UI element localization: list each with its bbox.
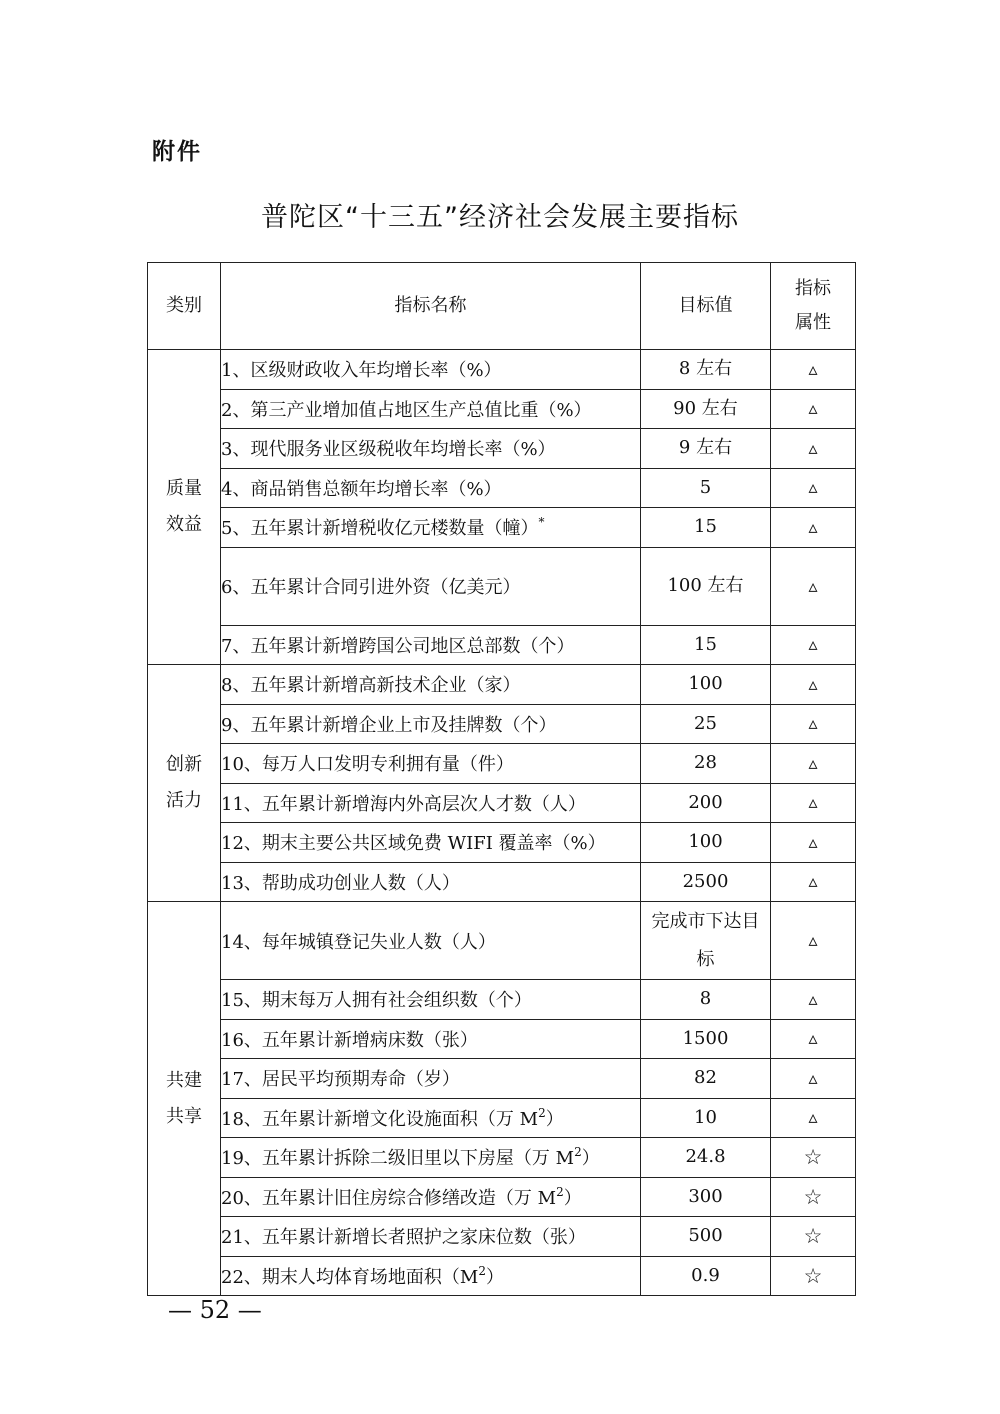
superscript: 2: [538, 1105, 546, 1120]
triangle-icon: ▵: [771, 665, 856, 705]
triangle-icon: ▵: [771, 350, 856, 390]
target-value-text: 100: [688, 673, 723, 695]
category-cell: [148, 665, 221, 902]
triangle-icon: ▵: [771, 704, 856, 744]
indicator-name-text: 15、期末每万人拥有社会组织数（个）: [221, 990, 532, 1012]
header-target: 目标值: [641, 263, 771, 350]
target-value: [641, 823, 771, 863]
indicator-name: [221, 468, 641, 508]
triangle-icon: ▵: [771, 508, 856, 548]
indicator-name: [221, 1059, 641, 1099]
table-row: [148, 704, 856, 744]
table-row: [148, 902, 856, 980]
triangle-icon: ▵: [771, 862, 856, 902]
table-row: [148, 1019, 856, 1059]
target-value-text: 100: [688, 831, 723, 853]
header-category: 类别: [148, 263, 221, 350]
target-value: [641, 665, 771, 705]
target-value: [641, 980, 771, 1020]
target-value: [641, 1177, 771, 1217]
star-icon: ☆: [771, 1217, 856, 1257]
indicator-name: [221, 902, 641, 980]
indicator-name-suffix: ）: [563, 1187, 582, 1209]
target-value-text: 25: [694, 712, 717, 734]
table-row: [148, 665, 856, 705]
triangle-icon: ▵: [771, 744, 856, 784]
category-label: 质量效益: [166, 478, 202, 535]
superscript: 2: [556, 1184, 564, 1199]
target-value-text: 2500: [682, 870, 729, 892]
indicator-name-text: 8、五年累计新增高新技术企业（家）: [221, 675, 521, 697]
target-value: [641, 468, 771, 508]
target-value-text: 1500: [682, 1027, 729, 1049]
category-cell: [148, 902, 221, 1296]
target-value-text: 82: [694, 1067, 717, 1089]
indicator-name-text: 19、五年累计拆除二级旧里以下房屋（万 M: [221, 1148, 575, 1170]
indicator-name: [221, 862, 641, 902]
triangle-icon: ▵: [771, 980, 856, 1020]
triangle-icon: ▵: [771, 1059, 856, 1099]
superscript: *: [538, 515, 545, 530]
triangle-icon: ▵: [771, 468, 856, 508]
indicator-name-text: 9、五年累计新增企业上市及挂牌数（个）: [221, 714, 557, 736]
target-value: [641, 389, 771, 429]
target-value: [641, 744, 771, 784]
target-value-text: 28: [694, 752, 717, 774]
table-row: [148, 1059, 856, 1099]
indicator-name: [221, 980, 641, 1020]
table-row: [148, 389, 856, 429]
document-title: 普陀区“十三五”经济社会发展主要指标: [261, 202, 739, 233]
category-cell: [148, 350, 221, 665]
indicator-name-suffix: ）: [581, 1148, 600, 1170]
target-value-text: 15: [694, 633, 717, 655]
table-row: [148, 1098, 856, 1138]
indicator-name: [221, 704, 641, 744]
indicator-name-text: 14、每年城镇登记失业人数（人）: [221, 931, 496, 953]
target-value-text: 9 左右: [678, 437, 733, 459]
target-value: [641, 783, 771, 823]
table-row: [148, 1138, 856, 1178]
indicator-name: [221, 1019, 641, 1059]
target-value: [641, 902, 771, 980]
target-value-text: 完成市下达目标: [651, 910, 760, 970]
indicator-name-text: 21、五年累计新增长者照护之家床位数（张）: [221, 1227, 586, 1249]
target-value: [641, 1019, 771, 1059]
star-icon: ☆: [771, 1256, 856, 1296]
header-attribute-text: 指标属性: [795, 278, 831, 333]
target-value: [641, 508, 771, 548]
star-icon: ☆: [771, 1138, 856, 1178]
triangle-icon: ▵: [771, 547, 856, 625]
star-icon: ☆: [771, 1177, 856, 1217]
target-value: [641, 429, 771, 469]
indicator-table: [147, 262, 856, 1296]
indicator-name: [221, 389, 641, 429]
indicator-name-suffix: ）: [485, 1266, 504, 1288]
indicator-name: [221, 744, 641, 784]
triangle-icon: ▵: [771, 429, 856, 469]
target-value-text: 100 左右: [667, 575, 744, 596]
target-value-text: 500: [688, 1225, 723, 1247]
target-value: [641, 350, 771, 390]
indicator-name-text: 22、期末人均体育场地面积（M: [221, 1266, 479, 1288]
indicator-name-text: 1、区级财政收入年均增长率（%）: [221, 360, 502, 382]
target-value: [641, 1138, 771, 1178]
indicator-name: [221, 783, 641, 823]
target-value-text: 8 左右: [678, 358, 733, 380]
indicator-name-text: 6、五年累计合同引进外资（亿美元）: [221, 577, 521, 598]
triangle-icon: ▵: [771, 783, 856, 823]
category-label: 创新活力: [166, 754, 202, 811]
table-row: [148, 429, 856, 469]
attachment-label: 附件: [152, 139, 202, 165]
header-name: 指标名称: [221, 263, 641, 350]
target-value: [641, 862, 771, 902]
target-value: [641, 1059, 771, 1099]
target-value: [641, 1217, 771, 1257]
indicator-name: [221, 823, 641, 863]
triangle-icon: ▵: [771, 389, 856, 429]
triangle-icon: ▵: [771, 823, 856, 863]
page-number: — 52 —: [168, 1296, 262, 1324]
table-row: [148, 547, 856, 625]
indicator-name: [221, 625, 641, 665]
table-row: [148, 1217, 856, 1257]
indicator-name-text: 11、五年累计新增海内外高层次人才数（人）: [221, 793, 586, 815]
target-value: [641, 704, 771, 744]
table-row: [148, 1177, 856, 1217]
target-value: [641, 1098, 771, 1138]
table-body: [148, 350, 856, 1296]
table-header-row: [148, 263, 856, 350]
target-value-text: 8: [699, 988, 712, 1010]
indicator-name: [221, 429, 641, 469]
table-row: [148, 1256, 856, 1296]
target-value-text: 200: [688, 791, 723, 813]
indicator-name-text: 5、五年累计新增税收亿元楼数量（幢）: [221, 518, 539, 540]
target-value-text: 90 左右: [673, 397, 738, 419]
target-value: [641, 625, 771, 665]
table-row: [148, 468, 856, 508]
indicator-name-text: 17、居民平均预期寿命（岁）: [221, 1069, 460, 1091]
indicator-name-text: 20、五年累计旧住房综合修缮改造（万 M: [221, 1187, 557, 1209]
indicator-name-text: 2、第三产业增加值占地区生产总值比重（%）: [221, 399, 592, 421]
target-value-text: 300: [688, 1185, 723, 1207]
indicator-name-text: 7、五年累计新增跨国公司地区总部数（个）: [221, 635, 575, 657]
indicator-name-text: 12、期末主要公共区域免费 WIFI 覆盖率（%）: [221, 833, 606, 855]
table-row: [148, 508, 856, 548]
indicator-name-text: 10、每万人口发明专利拥有量（件）: [221, 754, 514, 776]
target-value-text: 5: [699, 476, 712, 498]
table-row: [148, 980, 856, 1020]
indicator-name-suffix: ）: [545, 1108, 564, 1130]
table-row: [148, 350, 856, 390]
indicator-name-text: 4、商品销售总额年均增长率（%）: [221, 478, 502, 500]
indicator-name: [221, 1256, 641, 1296]
target-value: [641, 1256, 771, 1296]
target-value-text: 24.8: [685, 1146, 726, 1168]
triangle-icon: ▵: [771, 625, 856, 665]
triangle-icon: ▵: [771, 1098, 856, 1138]
indicator-name: [221, 665, 641, 705]
indicator-name: [221, 1098, 641, 1138]
indicator-name-text: 3、现代服务业区级税收年均增长率（%）: [221, 439, 556, 461]
table-row: [148, 783, 856, 823]
table-row: [148, 823, 856, 863]
table-row: [148, 744, 856, 784]
triangle-icon: ▵: [771, 902, 856, 980]
category-label: 共建共享: [166, 1069, 202, 1127]
indicator-name: [221, 1217, 641, 1257]
target-value-text: 10: [694, 1106, 717, 1128]
indicator-name: [221, 547, 641, 625]
indicator-name: [221, 1177, 641, 1217]
table-row: [148, 862, 856, 902]
superscript: 2: [574, 1145, 582, 1160]
triangle-icon: ▵: [771, 1019, 856, 1059]
target-value: [641, 547, 771, 625]
table-row: [148, 625, 856, 665]
indicator-name-text: 13、帮助成功创业人数（人）: [221, 872, 460, 894]
header-attribute: [771, 263, 856, 350]
indicator-name-text: 16、五年累计新增病床数（张）: [221, 1029, 478, 1051]
indicator-name: [221, 508, 641, 548]
indicator-name-text: 18、五年累计新增文化设施面积（万 M: [221, 1108, 539, 1130]
indicator-name: [221, 350, 641, 390]
superscript: 2: [478, 1263, 486, 1278]
target-value-text: 0.9: [691, 1264, 720, 1286]
target-value-text: 15: [694, 516, 717, 538]
indicator-name: [221, 1138, 641, 1178]
